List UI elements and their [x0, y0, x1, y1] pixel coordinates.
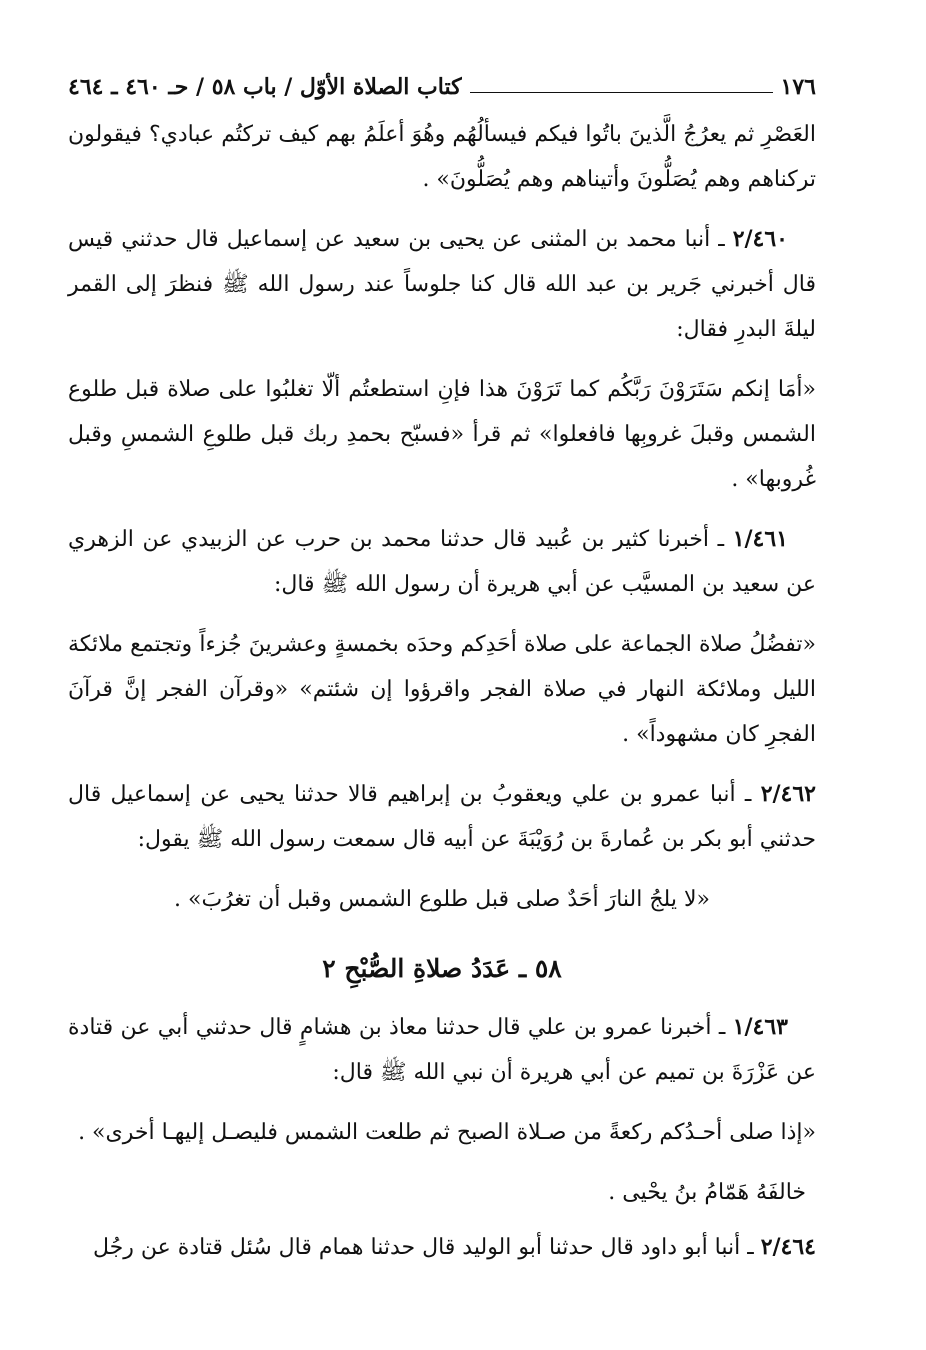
- hadith-isnad: ـ أنبا عمرو بن علي ويعقوبُ بن إبراهيم قالا حدثنا يحيى عن إسماعيل قال حدثني أبو بكر بن عُمارةَ بن رُوَيْبَةَ عن أبيه قال سمعت رسول الله ﷺ يقول:: [68, 782, 816, 852]
- hadith-461: [68, 517, 816, 607]
- hadith-460: [68, 217, 816, 352]
- hadith-number: ١/٤٦٣: [732, 1014, 788, 1040]
- page-body: [68, 112, 816, 1285]
- hadith-number: ١/٤٦١: [732, 526, 788, 552]
- hadith-463-text: «إذا صلى أحـدُكم ركعةً من صـلاة الصبح ثم طلعت الشمس فليصـل إليهـا أخرى» .: [78, 1120, 816, 1145]
- hadith-isnad: ـ أنبا أبو داود قال حدثنا أبو الوليد قال حدثنا همام قال سُئل قتادة عن رجُل: [93, 1235, 761, 1260]
- note-line: خالفَهُ هَمّامُ بنُ يحْيى .: [608, 1180, 806, 1205]
- hadith-number: ٢/٤٦٢: [760, 781, 816, 807]
- hadith-isnad: ـ أخبرنا عمرو بن علي قال حدثنا معاذ بن هشامٍ قال حدثني أبي عن قتادة عن عَزْرَةَ بن تميم عن أبي هريرة أن نبي الله ﷺ قال:: [68, 1015, 816, 1085]
- hadith-461-text: «تفضُلُ صلاة الجماعة على صلاة أحَدِكم وحدَه بخمسةٍ وعشرينَ جُزءاً وتجتمع ملائكة الليل وملائكة النهار في صلاة الفجر واقرؤوا إن شئتم» «وقرآن الفجر إنَّ قرآنَ الفجرِ كان مشهوداً» .: [68, 632, 816, 747]
- hadith-460-text: «أمَا إنكم سَتَرَوْنَ رَبَّكُم كما تَرَوْنَ هذا فإنِ استطعتُم ألّا تغلبُوا على صلاة قبل طلوع الشمس وقبلَ غروبِها فافعلوا» ثم قرأ «فسبّح بحمدِ ربك قبل طلوعِ الشمسِ وقبل غُروبها» .: [68, 377, 816, 492]
- hadith-462: [68, 772, 816, 862]
- running-title: كتاب الصلاة الأوّل / باب ٥٨ / حـ ٤٦٠ ـ ٤٦٤: [68, 74, 462, 100]
- hadith-isnad: ـ أنبا محمد بن المثنى عن يحيى بن سعيد عن إسماعيل قال حدثني قيس قال أخبرني جَرير بن عبد الله قال كنا جلوساً عند رسول الله ﷺ فنظرَ إلى القمر ليلةَ البدرِ فقال:: [68, 227, 816, 342]
- hadith-464: [68, 1225, 816, 1270]
- hadith-isnad: ـ أخبرنا كثير بن عُبيد قال حدثنا محمد بن حرب عن الزبيدي عن الزهري عن سعيد بن المسيَّب عن أبي هريرة أن رسول الله ﷺ قال:: [68, 527, 816, 597]
- hadith-462-text: «لا يلجُ النارَ أحَدٌ صلى قبل طلوع الشمس وقبل أن تغرُبَ» .: [174, 887, 710, 912]
- header-rule: [470, 92, 773, 93]
- hadith-463: [68, 1005, 816, 1095]
- hadith-number: ٢/٤٦٤: [760, 1234, 816, 1260]
- page-number: ١٧٦: [780, 74, 816, 100]
- page-header: [68, 64, 816, 100]
- chapter-title: ٥٨ ـ عَدَدُ صلاةِ الصُّبْحِ ٢: [322, 954, 562, 983]
- paragraph-continuation: العَصْرِ ثم يعرُجُ الَّذينَ باتُوا فيكم فيسألُهُم وهُوَ أعلَمُ بهم كيف تركتُم عبادي؟ فيقولون تركناهم وهم يُصَلُّونَ وأتيناهم وهم يُصَلُّونَ» .: [68, 122, 816, 192]
- hadith-number: ٢/٤٦٠: [732, 226, 788, 252]
